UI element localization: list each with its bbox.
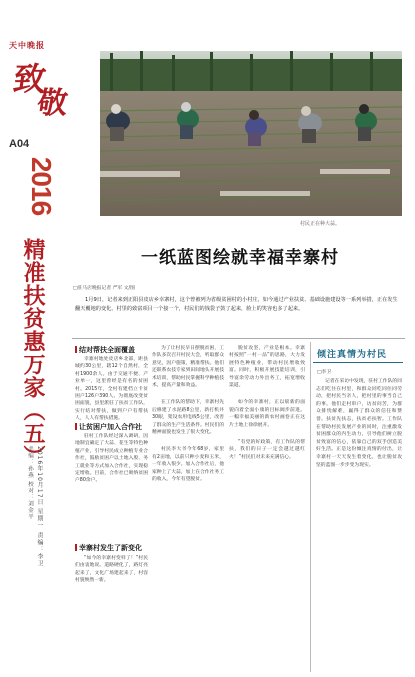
column-1-text-2 bbox=[75, 433, 148, 485]
section-logo-char2: 敬 bbox=[35, 86, 70, 121]
sidebar-divider bbox=[310, 342, 311, 672]
column-1-text-1 bbox=[75, 356, 148, 423]
year-mark bbox=[26, 152, 66, 222]
issue-date: 2016年10月17日 星期一 责编：李卫 bbox=[36, 446, 43, 568]
paragraph: “有党的好政策，有工作队的帮扶，我们的日子一定会越过越红火！”村民们对未来充满信心。 bbox=[229, 440, 305, 460]
sidebar-rule bbox=[313, 362, 403, 363]
section-logo bbox=[10, 54, 70, 121]
paragraph: 为了让村民早日摆脱贫困，工作队多次召开村民大会，听取群众意见，因户施策，精准帮扶。他们还联系农技专家到田间地头开展技术培训，帮助村民掌握科学种植技术，提高产量和效益。 bbox=[152, 346, 224, 389]
series-title: 精准扶贫惠万家（五） bbox=[20, 238, 46, 468]
paragraph: 幸寨村地处皮店乡北部，距县城约30公里，辖12个自然村，全村1900余人。由于交通不便、产业单一，这里曾经是有名的贫困村。2015年，全村有建档立卡贫困户126户390人。为彻底改变贫困面貌，县里派驻了扶贫工作队，实行结对帮扶，做到户户有帮扶人，人人有帮扶措施。 bbox=[75, 357, 148, 422]
year-text: 2016 bbox=[26, 156, 58, 216]
sidebar-title: 倾注真情为村民 bbox=[317, 350, 388, 360]
edit-credits: 美编：孙燕 校对：刘金平 bbox=[27, 446, 33, 521]
lead-divider bbox=[72, 338, 405, 339]
column-3-text bbox=[229, 345, 305, 461]
paragraph: 驻村工作队经过深入调研，因地制宜确定了大蒜、花生等特色种植产业，引导村民成立种植专业合作社，鼓励贫困户以土地入股、务工就业等方式加入合作社，实现稳定增收。目前，合作社已吸纳贫困户80余户。 bbox=[75, 434, 148, 484]
article-headline: 一纸蓝图绘就幸福幸寨村 bbox=[141, 248, 339, 268]
section-logo-char1: 致 bbox=[11, 60, 49, 98]
paragraph: 村民李大爷今年68岁，家里有2亩地，以前只种小麦和玉米，一年收入很少。加入合作社后，他家种上了大蒜，加上在合作社务工的收入，今年有望脱贫。 bbox=[152, 447, 224, 483]
subheading-3: 幸寨村发生了新变化 bbox=[75, 543, 142, 553]
photo-caption: 村民正在种大蒜。 bbox=[300, 221, 341, 227]
article-byline: □驻马店晚报记者 严军 文/图 bbox=[73, 286, 135, 291]
paragraph: “如今的幸寨村变样了！”村民们由衷地说。道路硬化了，路灯亮起来了，文化广场建起来了，村容村貌焕然一新。 bbox=[75, 556, 148, 584]
farmers-field-photo bbox=[100, 51, 402, 216]
sidebar-author: □李卫 bbox=[317, 370, 332, 375]
page-number: A04 bbox=[9, 138, 30, 150]
column-2-text bbox=[152, 345, 224, 484]
column-1-text-3 bbox=[75, 555, 148, 585]
sidebar-body bbox=[316, 378, 402, 469]
newspaper-name: 天中晚报 bbox=[9, 40, 45, 50]
paragraph: 脱贫攻坚，产业是根本。幸寨村按照“一村一品”的思路，大力发展特色种植业，带动村民增收致富。同时，积极开展技能培训，引导富余劳动力外出务工，拓宽增收渠道。 bbox=[229, 346, 305, 389]
subheading-2: 让贫困户加入合作社 bbox=[75, 422, 142, 432]
subheading-1: 结对帮扶全面覆盖 bbox=[75, 345, 135, 355]
paragraph: 记者在采访中发现，驻村工作队的同志们吃住在村里，和群众同吃同住同劳动，把村民当亲人，把村里的事当自己的事。他们走村串户，访贫问苦，为群众排忧解难，赢得了群众的信任和赞誉。扶贫先扶志，扶贫必扶智。工作队在帮助村民发展产业的同时，注重激发贫困群众的内生动力，引导他们树立脱贫致富的信心，依靠自己的双手创造美好生活。正是这份倾注真情的付出，让幸寨村一天天发生着变化，也让脱贫攻坚的蓝图一步步变为现实。 bbox=[316, 379, 402, 468]
article-lead: 1月9日，记者来到正阳县皮店乡幸寨村，这个曾被列为省级贫困村的小村庄，如今通过产业扶贫、基础设施建设等一系列举措，正在发生翻天覆地的变化。村里的致富项目一个接一个，村民们的钱袋子鼓了起来，脸上的笑容也多了起来。 bbox=[75, 297, 398, 312]
paragraph: 在工作队的帮助下，幸寨村先后修建了水泥路8公里，新打机井30眼，架设农用电线5公里，改善了群众的生产生活条件。村民们的精神面貌也发生了很大变化。 bbox=[152, 400, 224, 436]
paragraph: 如今的幸寨村，正以崭新的面貌向着全面小康的目标阔步前进。一幅幸福美丽的新农村画卷正在这片土地上徐徐展开。 bbox=[229, 400, 305, 428]
